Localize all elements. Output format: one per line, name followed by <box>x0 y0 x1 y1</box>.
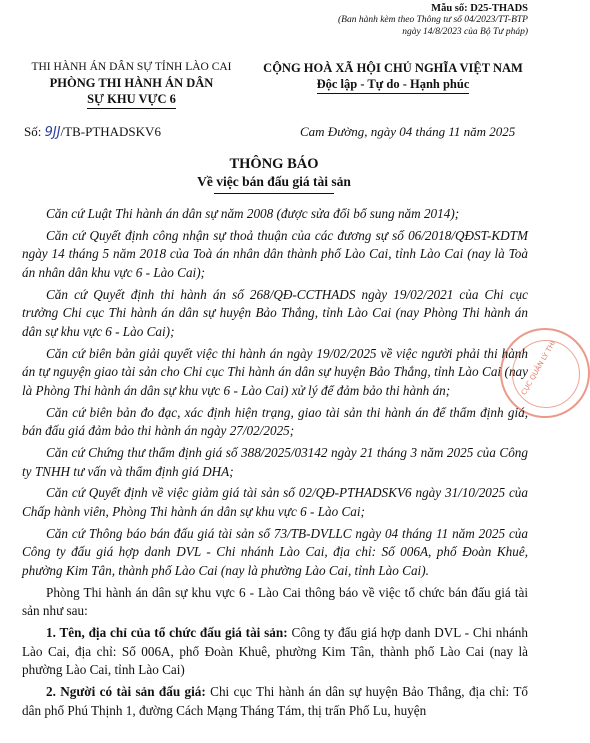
national-motto: Độc lập - Tự do - Hạnh phúc <box>317 76 470 94</box>
section-2-text: Chi cục Thi hành án dân sự huyện Bảo Thắng, địa chỉ: Tổ dân phố Phú Thịnh 1, đường Cách Mạng Tháng Tám, thị trấn Phố Lu, huyện <box>22 684 528 718</box>
paragraph: Phòng Thi hành án dân sự khu vực 6 - Lào Cai thông báo về việc tổ chức bán đấu giá tài sản như sau: <box>22 584 528 619</box>
agency-name-line1: PHÒNG THI HÀNH ÁN DÂN <box>49 76 214 90</box>
doc-number-prefix: Số: <box>24 124 45 139</box>
document-body <box>22 205 528 724</box>
section-2 <box>22 683 528 720</box>
paragraph: Căn cứ biên bản đo đạc, xác định hiện trạng, giao tài sản thi hành án để thẩm định giá, bán đấu giá đảm bảo thi hành án ngày 27/02/2025; <box>22 404 528 439</box>
paragraph: Căn cứ Quyết định thi hành án số 268/QĐ-CCTHADS ngày 19/02/2021 của Chi cục trưởng Chi cục Thi hành án dân sự huyện Bảo Thắng, tỉnh Lào Cai (nay Phòng Thi hành án dân sự khu vực 6 - Lào Cai); <box>22 286 528 339</box>
paragraph: Căn cứ Luật Thi hành án dân sự năm 2008 (được sửa đổi bổ sung năm 2014); <box>46 206 460 221</box>
paragraph: Căn cứ Chứng thư thẩm định giá số 388/2025/03142 ngày 21 tháng 3 năm 2025 của Công ty TNHH tư vấn và thẩm định giá DHA; <box>22 445 528 479</box>
agency-parent: THI HÀNH ÁN DÂN SỰ TỈNH LÀO CAI <box>31 61 232 73</box>
form-code: Mẫu số: D25-THADS <box>431 3 528 14</box>
form-code-block <box>278 3 528 38</box>
paragraph: Căn cứ biên bản giải quyết việc thi hành án ngày 19/02/2025 về việc người phải thi hành án tự nguyện giao tài sản cho Chi cục Thi hành án dân sự huyện Bảo Thắng, tỉnh Lào Cai (nay là Phòng Thi hành án dân sự khu vực 6 - Lào Cai) xử lý để đảm bảo thi hành án; <box>22 345 528 398</box>
document-number <box>24 124 161 140</box>
issue-date: Cam Đường, ngày 04 tháng 11 năm 2025 <box>300 124 516 139</box>
paragraph: Căn cứ Thông báo bán đấu giá tài sản số 73/TB-DVLLC ngày 04 tháng 11 năm 2025 của Công ty đấu giá hợp danh DVL - Chi nhánh Lào Cai, địa chỉ: Số 006A, phố Đoàn Khuê, phường Kim Tân, thành phố Lào Cai (nay là phường Lào Cai, tỉnh Lào Cai). <box>22 525 528 578</box>
form-note-line2: ngày 14/8/2023 của Bộ Tư pháp) <box>402 27 528 37</box>
form-note-line1: (Ban hành kèm theo Thông tư số 04/2023/TT-BTP <box>338 15 528 25</box>
paragraph: Căn cứ Quyết định công nhận sự thoả thuận của các đương sự số 06/2018/QĐST-KDTM ngày 14 tháng 5 năm 2018 của Toà án nhân dân thành phố Lào Cai, tỉnh Lào Cai (nay là Toà án nhân dân khu vực 6 - Lào Cai); <box>22 227 528 280</box>
title-underline <box>214 193 334 194</box>
section-1-heading: 1. Tên, địa chỉ của tổ chức đấu giá tài sản: <box>46 625 288 641</box>
paragraph: Căn cứ Quyết định về việc giảm giá tài sản số 02/QĐ-PTHADSKV6 ngày 31/10/2025 của Chấp hành viên, Phòng Thi hành án dân sự khu vực 6 - Lào Cai; <box>22 485 528 520</box>
title-sub: Về việc bán đấu giá tài sản <box>197 174 351 189</box>
national-title: CỘNG HOÀ XÃ HỘI CHỦ NGHĨA VIỆT NAM <box>263 61 523 75</box>
seal-text: CỤC QUẢN LÝ THI <box>519 339 558 397</box>
national-header <box>248 60 538 94</box>
doc-number-suffix: /TB-PTHADSKV6 <box>60 124 161 139</box>
section-2-heading: 2. Người có tài sản đấu giá: <box>46 684 206 700</box>
title-main: THÔNG BÁO <box>229 156 319 172</box>
doc-number-handwritten: 9JJ <box>44 125 61 140</box>
section-1-text: Công ty đấu giá hợp danh DVL - Chi nhánh Lào Cai, địa chỉ: Số 006A, phố Đoàn Khuê, phường Kim Tân, thành phố Lào Cai (nay là phường Lào Cai, tỉnh Lào Cai) <box>22 625 528 678</box>
agency-header <box>14 60 249 109</box>
agency-name-line2: SỰ KHU VỰC 6 <box>87 91 176 109</box>
section-1 <box>22 624 528 680</box>
document-title <box>0 155 548 194</box>
